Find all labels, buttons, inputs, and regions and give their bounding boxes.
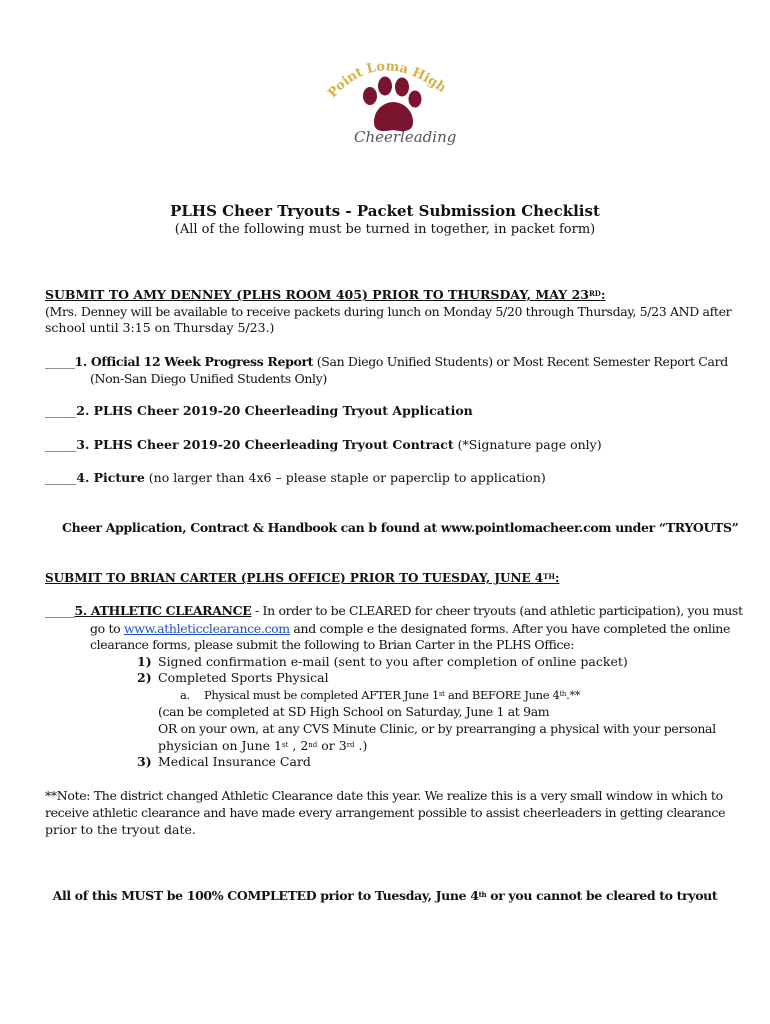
- section1-note-line2: school until 3:15 on Thursday 5/23.): [45, 320, 275, 335]
- page-subtitle: (All of the following must be turned in together, in packet form): [174, 222, 596, 237]
- handbook-note: Cheer Application, Contract & Handbook can b found at www.pointlomacheer.com under “TRYOUTS”: [62, 520, 739, 535]
- paw-print: [363, 77, 422, 132]
- checklist-item-3: _____3. PLHS Cheer 2019-20 Cheerleading Tryout Contract (*Signature page only): [45, 437, 602, 452]
- page-title: PLHS Cheer Tryouts - Packet Submission Checklist: [170, 202, 600, 220]
- item5-line3: clearance forms, please submit the following to Brian Carter in the PLHS Office:: [90, 637, 575, 652]
- physical-line1: a. Physical must be completed AFTER June 1st and BEFORE June 4th.**: [180, 688, 581, 702]
- subitem-3: 3) Medical Insurance Card: [137, 754, 311, 769]
- section2-heading: SUBMIT TO BRIAN CARTER (PLHS OFFICE) PRIOR TO TUESDAY, JUNE 4TH:: [45, 571, 560, 585]
- paw-logo-icon: [318, 52, 460, 152]
- district-note-line3: prior to the tryout date.: [45, 822, 196, 837]
- checklist-item-1: _____1. Official 12 Week Progress Report (San Diego Unified Students) or Most Recent Semester Report Card: [45, 354, 728, 369]
- subitem-1: 1) Signed confirmation e-mail (sent to you after completion of online packet): [137, 654, 628, 669]
- physical-line3: OR on your own, at any CVS Minute Clinic, or by prearranging a physical with your personal: [158, 721, 716, 736]
- checklist-item-5: _____5. ATHLETIC CLEARANCE - In order to be CLEARED for cheer tryouts (and athletic participation), you must: [45, 603, 743, 618]
- district-note-line1: **Note: The district changed Athletic Clearance date this year. We realize this is a very small window in which to: [45, 788, 723, 803]
- district-note-line2: receive athletic clearance and have made every arrangement possible to assist cheerleaders in getting clearance: [45, 805, 726, 820]
- checklist-item-2: _____2. PLHS Cheer 2019-20 Cheerleading Tryout Application: [45, 403, 473, 418]
- logo-script-text: Cheerleading: [354, 128, 457, 146]
- completion-deadline-note: All of this MUST be 100% COMPLETED prior to Tuesday, June 4th or you cannot be cleared to tryout: [52, 888, 718, 903]
- checklist-item-1-detail2: (Non-San Diego Unified Students Only): [90, 371, 327, 386]
- physical-line4: physician on June 1st , 2nd or 3rd .): [158, 738, 368, 753]
- item5-line2: go to www.athleticclearance.com and comple e the designated forms. After you have completed the online: [90, 621, 731, 636]
- school-logo: [318, 52, 460, 152]
- logo-school-text: Point Loma High: [325, 59, 449, 101]
- section1-heading: SUBMIT TO AMY DENNEY (PLHS ROOM 405) PRIOR TO THURSDAY, MAY 23RD:: [45, 287, 606, 302]
- section1-note-line1: (Mrs. Denney will be available to receive packets during lunch on Monday 5/20 through Thursday, 5/23 AND after: [45, 304, 732, 319]
- checklist-item-4: _____4. Picture (no larger than 4x6 – please staple or paperclip to application): [45, 470, 546, 485]
- subitem-2: 2) Completed Sports Physical: [137, 670, 329, 685]
- athletic-clearance-link[interactable]: www.athleticclearance.com: [123, 621, 290, 636]
- physical-line2: (can be completed at SD High School on Saturday, June 1 at 9am: [158, 704, 550, 719]
